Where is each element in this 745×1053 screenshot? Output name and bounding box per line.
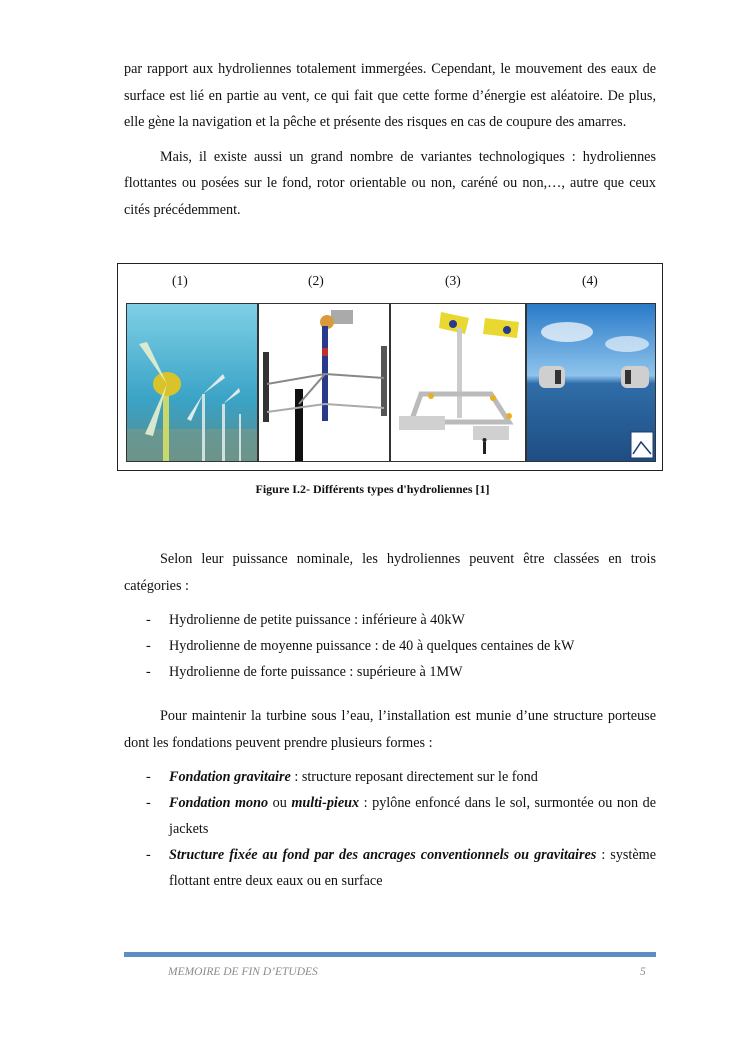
figure-image-floating-platform <box>390 303 526 462</box>
paragraph-1: par rapport aux hydroliennes totalement immergées. Cependant, le mouvement des eaux de surface est lié en partie au vent, ce qui fait que cette forme d’énergie est aléatoire. De plus, elle gène la navigation et la pêche et présente des risques en cas de coupure des amarres. <box>124 61 656 130</box>
power-category-list <box>124 607 656 685</box>
figure-label-2: (2) <box>308 273 324 288</box>
footer-rule <box>124 952 656 957</box>
figure-label-1: (1) <box>172 273 188 288</box>
list-item: - Hydrolienne de forte puissance : supérieure à 1MW <box>146 664 463 680</box>
figure-caption: Figure I.2- Différents types d'hydroliennes [1] <box>255 482 490 496</box>
paragraph-3: Selon leur puissance nominale, les hydroliennes peuvent être classées en trois catégories : <box>124 551 656 594</box>
list-item: - Hydrolienne de petite puissance : inférieure à 40kW <box>146 612 465 628</box>
footer-title: MEMOIRE DE FIN D’ETUDES <box>168 966 318 978</box>
list-item: - Hydrolienne de moyenne puissance : de 40 à quelques centaines de kW <box>146 638 575 654</box>
figure-label-3: (3) <box>445 273 461 288</box>
page-number: 5 <box>640 966 646 978</box>
figure-image-underwater-turbines <box>126 303 258 462</box>
foundation-list <box>124 764 656 894</box>
list-item: - Fondation gravitaire : structure reposant directement sur le fond <box>146 769 538 785</box>
figure-image-surface-turbines <box>526 303 656 462</box>
figure-label-4: (4) <box>582 273 598 288</box>
paragraph-2: Mais, il existe aussi un grand nombre de variantes technologiques : hydroliennes flottantes ou posées sur le fond, rotor orientable ou non, caréné ou non,…, autre que ceux cités précédemment. <box>124 148 656 218</box>
figure-frame <box>117 263 663 471</box>
list-item: - Fondation mono ou multi-pieux : pylône enfoncé dans le sol, surmontée ou non de jackets <box>146 795 657 837</box>
figure-image-vertical-axis-turbine <box>258 303 390 462</box>
list-item: - Structure fixée au fond par des ancrages conventionnels ou gravitaires : système flottant entre deux eaux ou en surface <box>146 847 657 889</box>
text-bottom <box>124 546 656 894</box>
text-top <box>124 56 656 223</box>
paragraph-4: Pour maintenir la turbine sous l’eau, l’installation est munie d’une structure porteuse dont les fondations peuvent prendre plusieurs formes : <box>124 708 656 751</box>
